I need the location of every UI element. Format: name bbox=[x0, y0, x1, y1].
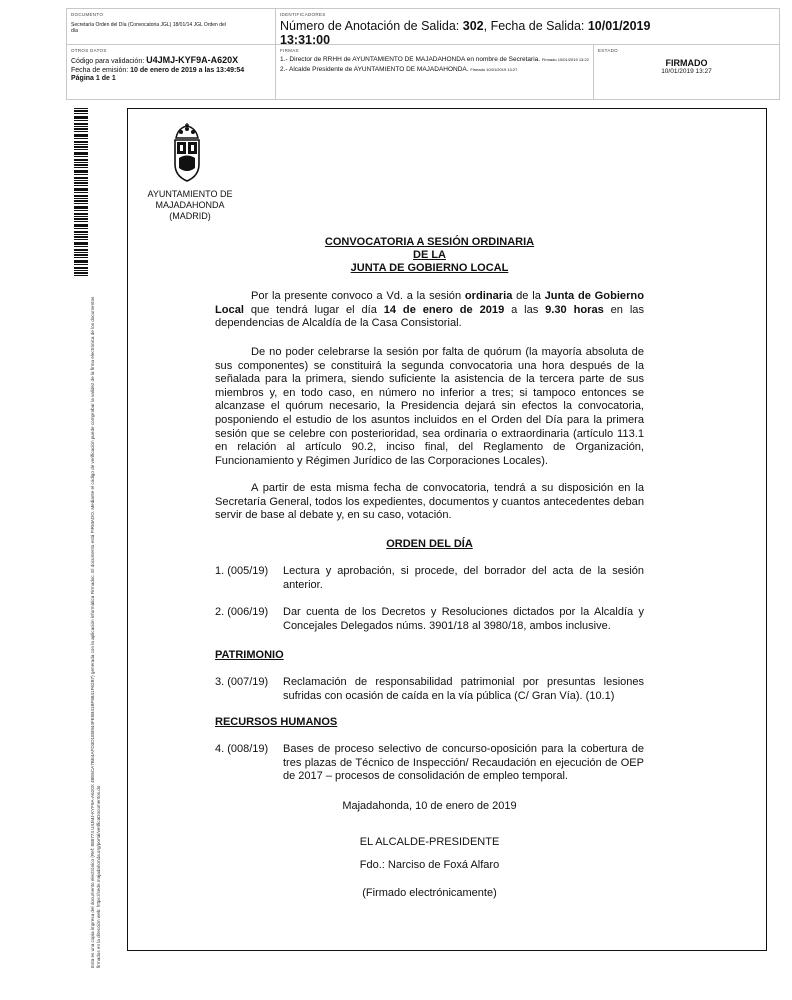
barcode-bar bbox=[74, 239, 88, 240]
barcode-bar bbox=[74, 264, 88, 265]
anotacion-hora: 13:31:00 bbox=[280, 33, 331, 45]
barcode-bar bbox=[74, 242, 88, 245]
firma-2-text: 2.- Alcalde Presidente de AYUNTAMIENTO DE MAJADAHONDA. bbox=[280, 66, 469, 73]
convocation-paragraph bbox=[215, 290, 644, 331]
agenda-item bbox=[215, 743, 644, 784]
barcode-bar bbox=[74, 116, 88, 119]
barcode-bar bbox=[74, 134, 88, 137]
barcode-bar bbox=[74, 246, 88, 247]
barcode-bar bbox=[74, 141, 88, 143]
coat-of-arms-icon bbox=[170, 120, 204, 184]
quorum-paragraph: De no poder celebrarse la sesión por falta de quórum (la mayoría absoluta de sus componentes) se constituirá la segunda convocatoria una hora después de la señalada para la primera, siendo suficiente la asistencia de la tercera parte de sus miembros y, en todo caso, en número no inferior a tres; si tampoco entonces se alcanzase el quórum necesario, la Presidencia dejará sin efectos la convocatoria, posponiendo el estudio de los asuntos incluidos en el Orden del Día para la primera sesión que se celebre con posterioridad, sea ordinaria o extraordinaria (artículo 113.1 en relación al artículo 90.2, inciso final, del Reglamento de Organización, Funcionamiento y Régimen Jurídico de las Corporaciones Locales). bbox=[215, 346, 644, 467]
document-frame bbox=[127, 108, 767, 951]
documentation-paragraph: A partir de esta misma fecha de convocatoria, tendrá a su disposición en la Secretaría General, todos los expedientes, documentos y cuantos antecedentes deban servir de base al debate y, en su caso, votación. bbox=[215, 482, 644, 522]
agenda-item bbox=[215, 606, 644, 633]
session-type: ordinaria bbox=[464, 290, 513, 302]
barcode-bar bbox=[74, 192, 88, 193]
firma-1-date: Firmado 10/01/2019 13:22 bbox=[541, 57, 589, 62]
section-patrimonio: PATRIMONIO bbox=[215, 649, 284, 661]
barcode-bar bbox=[74, 138, 88, 139]
agenda-item bbox=[215, 676, 644, 703]
barcode-bar bbox=[74, 260, 88, 263]
anotacion-numero: 302 bbox=[462, 19, 484, 33]
barcode-bar bbox=[74, 213, 88, 215]
barcode-bar bbox=[74, 167, 88, 168]
anotacion-fecha: 10/01/2019 bbox=[587, 19, 651, 33]
estado-date: 10/01/2019 13:27 bbox=[661, 68, 712, 75]
anotacion-prefix: Número de Anotación de Salida: bbox=[280, 19, 463, 33]
para1-text-3: que tendrá lugar el día bbox=[243, 303, 384, 316]
barcode-bar bbox=[74, 200, 88, 202]
council-line-2: MAJADAHONDA bbox=[155, 200, 225, 210]
estado-cell bbox=[594, 45, 779, 99]
document-name: Secretaría Orden del Día (Convocatoria JGL) 18/01/14 JGL Orden del día bbox=[71, 22, 226, 34]
body-name: Junta de Gobierno Local bbox=[215, 290, 644, 316]
agenda-item-number: 2. (006/19) bbox=[215, 606, 269, 618]
barcode-bar bbox=[74, 270, 88, 271]
electronic-signature-note: (Firmado electrónicamente) bbox=[362, 887, 497, 899]
barcode-bar bbox=[74, 188, 88, 191]
council-line-3: (MADRID) bbox=[169, 211, 211, 221]
barcode-bar bbox=[74, 123, 88, 125]
barcode-bar bbox=[74, 203, 88, 204]
estado-caption: ESTADO bbox=[598, 48, 618, 53]
barcode-bar bbox=[74, 170, 88, 173]
barcode-bar bbox=[74, 144, 88, 145]
barcode-bar bbox=[74, 249, 88, 251]
identificadores-caption: IDENTIFICADORES bbox=[280, 12, 326, 17]
barcode-bar bbox=[74, 131, 88, 132]
barcode-bar bbox=[74, 231, 88, 233]
section-recursos-humanos: RECURSOS HUMANOS bbox=[215, 716, 338, 728]
anotacion-fecha-prefix: , Fecha de Salida: bbox=[483, 19, 588, 33]
emision-label: Fecha de emisión: bbox=[71, 66, 131, 74]
barcode-bar bbox=[74, 272, 88, 274]
barcode-bar bbox=[74, 218, 88, 220]
codigo-label: Código para validación: bbox=[71, 58, 147, 65]
barcode-bar bbox=[74, 275, 88, 276]
barcode-bar bbox=[74, 252, 88, 253]
barcode-bar bbox=[74, 221, 88, 222]
orden-del-dia-heading: ORDEN DEL DÍA bbox=[386, 538, 473, 550]
signer-name: Fdo.: Narciso de Foxá Alfaro bbox=[359, 859, 500, 871]
para1-text-1: Por la presente convoco a Vd. a la sesión bbox=[251, 290, 465, 302]
barcode-bar bbox=[74, 198, 88, 199]
codigo-value: U4JMJ-KYF9A-A620X bbox=[146, 55, 239, 65]
barcode-bar bbox=[74, 210, 88, 211]
barcode-bar bbox=[74, 152, 88, 155]
firma-1 bbox=[280, 56, 589, 64]
documento-caption: DOCUMENTO bbox=[71, 12, 104, 17]
signer-role: EL ALCALDE-PRESIDENTE bbox=[359, 836, 500, 848]
agenda-item-number: 4. (008/19) bbox=[215, 743, 269, 755]
agenda-item-text: Reclamación de responsabilidad patrimonial por presuntas lesiones sufridas con ocasión de caída en la vía pública (C/ Gran Vía). (10.1) bbox=[283, 676, 644, 702]
firma-2 bbox=[280, 66, 589, 74]
barcode-bar bbox=[74, 120, 88, 121]
barcode-bar bbox=[74, 216, 88, 217]
barcode-bar bbox=[74, 254, 88, 256]
estado-value: FIRMADO bbox=[665, 58, 708, 68]
barcode-bar bbox=[74, 146, 88, 148]
title-line-1: CONVOCATORIA A SESIÓN ORDINARIA bbox=[324, 236, 535, 248]
place-and-date: Majadahonda, 10 de enero de 2019 bbox=[342, 800, 517, 812]
agenda-item-text: Lectura y aprobación, si procede, del borrador del acta de la sesión anterior. bbox=[283, 565, 644, 591]
firmas-cell bbox=[276, 45, 594, 99]
otros-datos-cell bbox=[67, 45, 276, 99]
barcode-bar bbox=[74, 162, 88, 163]
agenda-item bbox=[215, 565, 644, 592]
para1-text-4: a las bbox=[504, 303, 546, 316]
firmas-caption: FIRMAS bbox=[280, 48, 299, 53]
pagina-indicator: Página 1 de 1 bbox=[71, 75, 116, 82]
side-verification-text: Esta es una copia impresa del documento electrónico (Ref: 888774 U4JMJ-KYF9A-A620X 48E6CA7BE4AFD3D1EB944FE5B41BF8841F62B7) generada con la aplicación informática Firmadoc. El documento está FIRMADO. Mediante el código de verificación puede comprobar la validez de la firma electrónica de los documentos firmados en la dirección web: https://sede.majadahonda.org/portal/verificaDocumentos.do bbox=[90, 296, 101, 968]
barcode-bar bbox=[74, 224, 88, 227]
barcode-bar bbox=[74, 128, 88, 130]
barcode-bar bbox=[74, 164, 88, 166]
documento-cell bbox=[67, 9, 276, 45]
barcode-bar bbox=[74, 228, 88, 229]
barcode-bar bbox=[74, 195, 88, 197]
session-time: 9.30 horas bbox=[545, 303, 604, 316]
agenda-item-number: 1. (005/19) bbox=[215, 565, 269, 577]
para1-text-5: en las dependencias de Alcaldía de la Casa Consistorial. bbox=[215, 303, 645, 330]
barcode-bar bbox=[74, 206, 88, 209]
barcode-bar bbox=[74, 113, 88, 114]
barcode-bar bbox=[74, 236, 88, 238]
title-line-2: DE LA bbox=[413, 249, 446, 261]
session-date: 14 de enero de 2019 bbox=[383, 303, 505, 316]
council-line-1: AYUNTAMIENTO DE bbox=[147, 189, 233, 199]
barcode-bar bbox=[74, 174, 88, 175]
barcode-bar bbox=[74, 180, 88, 181]
firma-1-text: 1.- Director de RRHH de AYUNTAMIENTO DE MAJADAHONDA en nombre de Secretaria. bbox=[280, 56, 541, 63]
estado-block bbox=[598, 58, 775, 75]
barcode-bar bbox=[74, 156, 88, 157]
otros-datos-caption: OTROS DATOS bbox=[71, 48, 107, 53]
title-line-3: JUNTA DE GOBIERNO LOCAL bbox=[350, 262, 509, 274]
para1-text-2: de la bbox=[512, 290, 545, 302]
barcode-bar bbox=[74, 159, 88, 161]
barcode-icon bbox=[74, 108, 88, 278]
barcode-bar bbox=[74, 185, 88, 186]
identificadores-cell bbox=[276, 9, 779, 45]
barcode-bar bbox=[74, 182, 88, 184]
firma-2-date: Firmado 10/01/2019 13:27 bbox=[470, 67, 518, 72]
barcode-bar bbox=[74, 257, 88, 258]
convocatoria-title bbox=[215, 236, 644, 275]
emision-value: 10 de enero de 2019 a las 13:49:54 bbox=[130, 66, 245, 74]
barcode-bar bbox=[74, 267, 88, 269]
barcode-bar bbox=[74, 108, 88, 109]
document-metadata-header bbox=[66, 8, 780, 100]
barcode-bar bbox=[74, 149, 88, 150]
barcode-bar bbox=[74, 110, 88, 112]
agenda-item-text: Dar cuenta de los Decretos y Resoluciones dictados por la Alcaldía y Concejales Delegados núms. 3901/18 al 3980/18, ambos inclusive. bbox=[283, 606, 644, 632]
agenda-item-number: 3. (007/19) bbox=[215, 676, 269, 688]
validation-info bbox=[71, 56, 271, 84]
council-name bbox=[130, 189, 250, 222]
barcode-bar bbox=[74, 177, 88, 179]
barcode-bar bbox=[74, 234, 88, 235]
anotacion-salida bbox=[280, 19, 775, 45]
agenda-item-text: Bases de proceso selectivo de concurso-oposición para la cobertura de tres plazas de Técnico de Inspección/ Recaudación en ejecución de OEP de 2017 – procesos de consolidación de empleo temporal. bbox=[283, 743, 644, 783]
barcode-bar bbox=[74, 126, 88, 127]
